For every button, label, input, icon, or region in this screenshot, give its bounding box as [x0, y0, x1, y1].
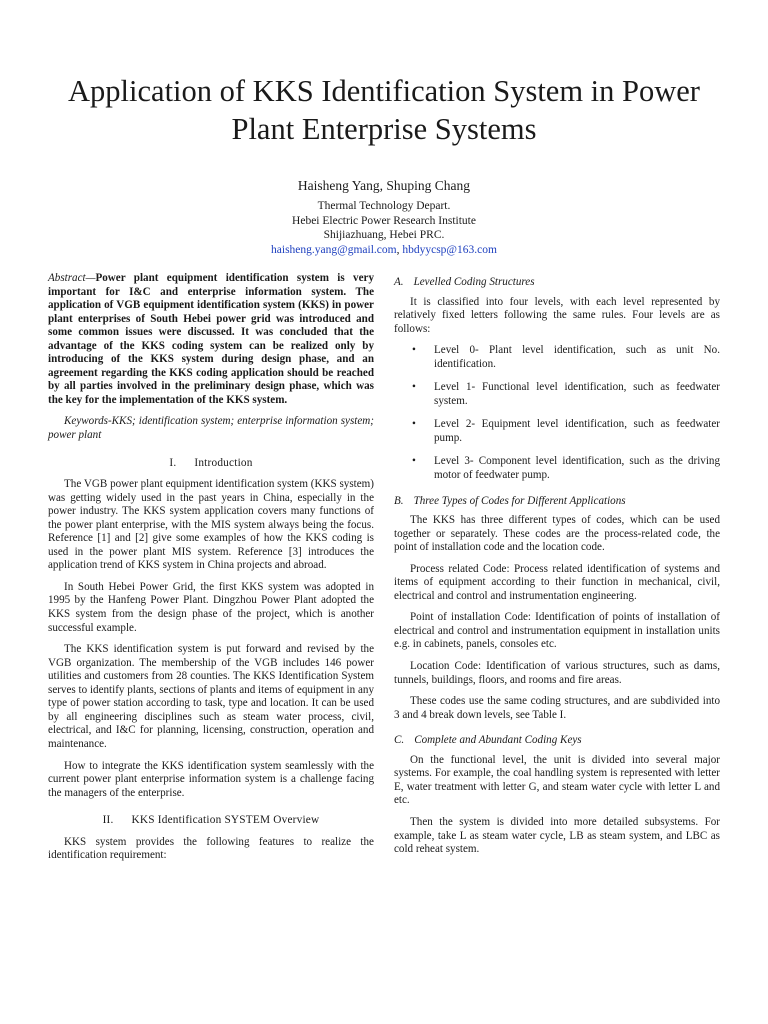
subsection-letter: B.	[394, 494, 404, 507]
level-list	[394, 344, 720, 482]
abstract-text: Power plant equipment identification system is very important for I&C and enterprise information system. The application of VGB equipment identification system (KKS) in power plant enterprises of South Hebei power grid was introduced and some common issues were discussed. It was concluded that the advantage of the KKS coding system can be realized only by introducing of the KKS system during design phase, and an agreement regarding the KKS coding application should be reached by all parties involved in the preliminary design phase, which was the key for the implementation of the KKS system.	[48, 272, 374, 406]
section-heading-overview	[48, 814, 374, 828]
section-number: II.	[102, 814, 114, 827]
abstract-label: Abstract—	[48, 272, 96, 284]
paragraph: On the functional level, the unit is divided into several major systems. For example, the coal handling system is represented with letter E, water treatment with letter G, and steam water cycle with letter L and etc.	[394, 753, 720, 807]
affiliation	[48, 199, 720, 257]
email-separator: ,	[396, 243, 403, 256]
paragraph: The VGB power plant equipment identification system (KKS system) was getting widely used in the past years in China, especially in the power industry. The KKS system application covers many functions of the power plant enterprise, with the MIS system always being the focus. Reference [1] and [2] give some examples of how the KKS coding is used in the power plant MIS system. Reference [3] introduces the application trend of KKS system in China projects and abroad.	[48, 478, 374, 572]
paragraph: Location Code: Identification of various structures, such as dams, tunnels, buildings, floors, and rooms and fire areas.	[394, 660, 720, 686]
email-link-1[interactable]: haisheng.yang@gmail.com	[271, 243, 397, 256]
paragraph: In South Hebei Power Grid, the first KKS system was adopted in 1995 by the Hanfeng Power Plant. Dingzhou Power Plant adopted the KKS system from the design phase of the project, which is another successful example.	[48, 580, 374, 634]
bullet: •	[412, 418, 416, 431]
email-link-2[interactable]: hbdyycsp@163.com	[402, 243, 497, 256]
subsection-title: Three Types of Codes for Different Applications	[413, 494, 626, 507]
paragraph: How to integrate the KKS identification system seamlessly with the current power plant enterprise information system is a challenge facing the managers of the enterprise.	[48, 759, 374, 799]
subsection-title: Complete and Abundant Coding Keys	[414, 734, 582, 747]
paragraph: Then the system is divided into more detailed subsystems. For example, take L as steam water cycle, LB as steam system, and LBC as cold reheat system.	[394, 815, 720, 856]
keywords: Keywords-KKS; identification system; enterprise information system; power plant	[48, 415, 374, 442]
subsection-letter: A.	[394, 276, 404, 288]
section-title: KKS Identification SYSTEM Overview	[131, 814, 320, 827]
section-title: Introduction	[194, 456, 253, 469]
city: Shijiazhuang, Hebei PRC.	[323, 229, 445, 241]
two-column-body	[48, 272, 720, 871]
left-column	[48, 272, 374, 871]
section-heading-introduction	[48, 457, 374, 471]
subsection-heading-c	[394, 734, 720, 748]
authors: Haisheng Yang, Shuping Chang	[297, 178, 471, 193]
list-item: • Level 1- Functional level identification, such as feedwater system.	[412, 381, 720, 407]
paragraph: Point of installation Code: Identification of points of installation of electrical and control and instrumentation equipment in installation units e.g. in cabinets, panels, consoles etc.	[394, 611, 720, 651]
bullet: •	[412, 455, 416, 468]
paragraph: It is classified into four levels, with each level represented by relatively fixed letters following the same rules. Four levels are as follows:	[394, 295, 720, 335]
bullet: •	[412, 344, 416, 357]
institute: Hebei Electric Power Research Institute	[292, 214, 476, 227]
subsection-title: Levelled Coding Structures	[413, 276, 535, 288]
emails	[48, 243, 720, 258]
subsection-letter: C.	[394, 734, 405, 747]
list-item: • Level 3- Component level identification, such as the driving motor of feedwater pump.	[412, 455, 720, 482]
right-column	[394, 272, 720, 871]
department: Thermal Technology Depart.	[317, 200, 451, 212]
subsection-heading-b	[394, 495, 720, 509]
list-item: • Level 0- Plant level identification, such as unit No. identification.	[412, 344, 720, 370]
abstract	[48, 272, 374, 407]
paragraph: Process related Code: Process related identification of systems and items of equipment according to their function in mechanical, civil, electrical and control and instrumentation engineering.	[394, 562, 720, 602]
paragraph: The KKS has three different types of codes, which can be used together or separately. These codes are the process-related code, the point of installation code and the location code.	[394, 514, 720, 554]
paper-title: Application of KKS Identification System in Power Plant Enterprise Systems	[68, 74, 700, 146]
paragraph: These codes use the same coding structures, and are subdivided into 3 and 4 break down levels, see Table I.	[394, 695, 720, 721]
section-number: I.	[169, 456, 177, 469]
subsection-heading-a	[394, 276, 720, 290]
paragraph: KKS system provides the following features to realize the identification requirement:	[48, 835, 374, 862]
list-item: • Level 2- Equipment level identification, such as feedwater pump.	[412, 418, 720, 444]
bullet: •	[412, 381, 416, 394]
paragraph: The KKS identification system is put forward and revised by the VGB organization. The membership of the VGB includes 146 power utilities and customers from 28 counties. The KKS Identification System serves to identify plants, sections of plants and items of equipment in any type of power station according to task, type and location. It can be used by all engineering disciplines such as steam water process, civil, electrical, and I&C for planning, licensing, construction, operation and maintenance.	[48, 643, 374, 750]
